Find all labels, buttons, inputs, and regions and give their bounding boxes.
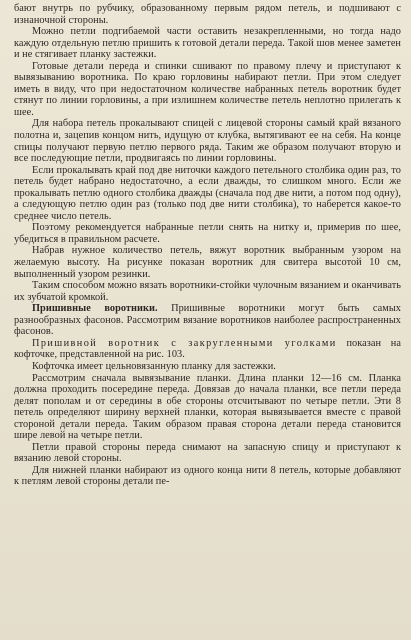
paragraph-6: Поэтому рекомендуется набранные петли снять на нитку и, примерив по шее, убедиться в правильном расчете. bbox=[14, 222, 401, 245]
paragraph-11: Кофточка имеет цельновязанную планку для застежки. bbox=[32, 360, 276, 372]
paragraph-12: Рассмотрим сначала вывязывание планки. Длина планки 12—16 см. Планка должна проходить посередине переда. Довязав до начала планки, все петли переда делят пополам и от середины в обе стороны отсчитывают по четыре петли. Эти 8 петель определяют ширину верхней планки, которая вывязывается вместе с правой стороной детали переда. Таким образом правая сторона детали переда становится шире левой на четыре петли. bbox=[14, 372, 401, 442]
paragraph-8: Таким способом можно вязать воротники-стойки чулочным вязанием и оканчивать их зубчатой кромкой. bbox=[14, 280, 401, 303]
paragraph-3: Готовые детали переда и спинки сшивают по правому плечу и приступают к вывязыванию воротника. По краю горловины набирают петли. При этом следует иметь в виду, что при недостаточном количестве набранных петель воротник будет стянут по линии горловины, а при излишнем количестве петель неплотно прилегать к шее. bbox=[14, 60, 401, 118]
paragraph-4: Для набора петель прокалывают спицей с лицевой стороны самый край вязаного полотна и, зацепив концом нить, идущую от клубка, вытягивают ее на себя. На конце спицы получают первую петлю первого ряда. Таким же образом получают вторую и все последующие петли, продвигаясь по линии горловины. bbox=[14, 118, 401, 165]
paragraph-2: Можно петли подгибаемой части оставить незакрепленными, но тогда надо каждую отдельную петлю пришить к готовой детали переда. Такой шов менее заметен и не стягивает планку застежки. bbox=[14, 26, 401, 61]
paragraph-7: Набрав нужное количество петель, вяжут воротник выбранным узором на желаемую высоту. На рисунке показан воротник для свитера высотой 10 см, выполненный узором резинки. bbox=[14, 245, 401, 280]
section-heading: Пришивные воротники. bbox=[32, 303, 158, 315]
paragraph-10: Пришивной воротник с закругленными уголками показан на кофточке, представленной на рис. 103. bbox=[14, 337, 401, 361]
paragraph-5: Если прокалывать край под две ниточки каждого петельного столбика один раз, то петель будет набрано недостаточно, а если дважды, то слишком много. Если же прокалывать петлю одного столбика дважды (сначала под две нити, а потом под одну), а следующую петлю один раз (только под две нити столбика), то наберется какое-то среднее число петель. bbox=[14, 164, 401, 222]
paragraph-13: Петли правой стороны переда снимают на запасную спицу и приступают к вязанию левой стороны. bbox=[14, 441, 401, 465]
spaced-emphasis: Пришивной воротник с закругленными уголками bbox=[32, 337, 337, 349]
paragraph-14: Для нижней планки набирают из одного конца нити 8 петель, которые добавляют к петлям левой стороны детали пе- bbox=[14, 464, 401, 488]
paragraph-9: Пришивные воротники. Пришивные воротники могут быть самых разнообразных фасонов. Рассмотрим вязание воротников наиболее распространенных фасонов. bbox=[14, 303, 401, 338]
paragraph-1: бают внутрь по рубчику, образованному первым рядом петель, и подшивают с изнаночной стороны. bbox=[14, 3, 401, 26]
